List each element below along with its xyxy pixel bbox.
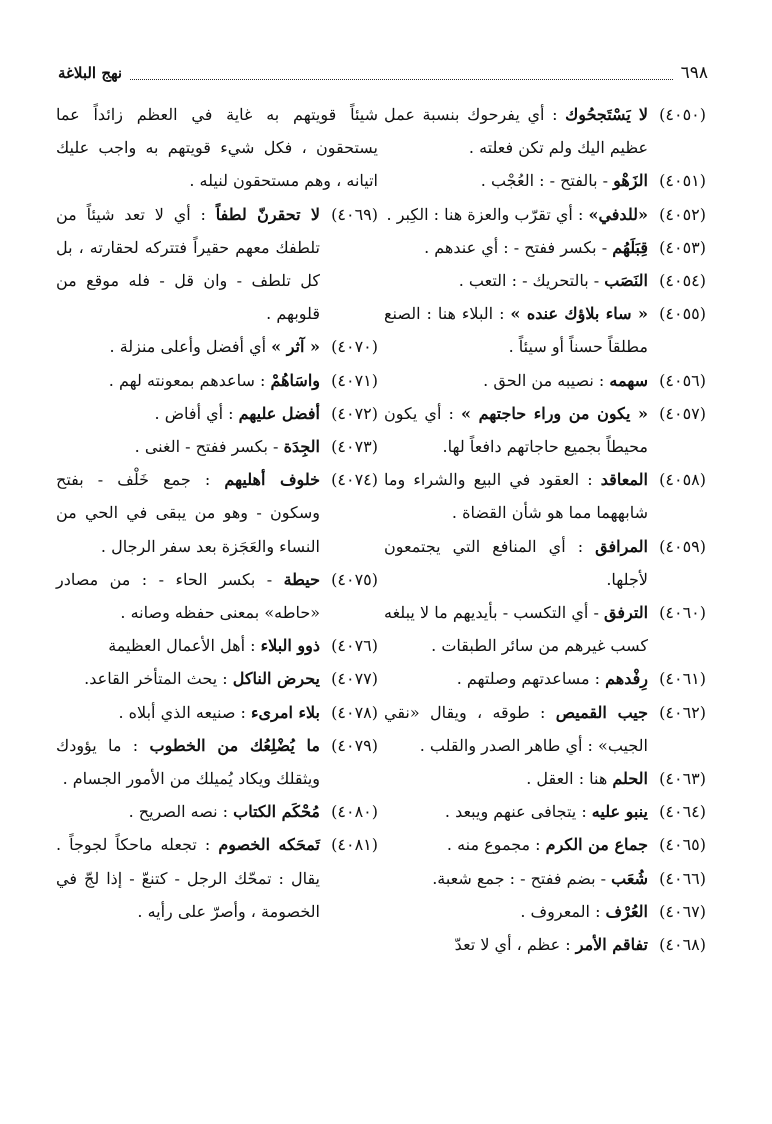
footnote-term: واسَاهُمْ: [270, 370, 320, 390]
footnote-term: « ساء بلاؤك عنده »: [510, 304, 649, 324]
right-column: [384, 98, 706, 961]
footnote-text: : يتجافى عنهم ويبعد .: [444, 802, 587, 822]
footnote-term: « يكون من وراء حاجتهم »: [461, 403, 648, 423]
footnote-term: الجِدَة: [283, 437, 320, 457]
footnote-text: : تجعله ماحكاً لجوجاً . يقال : تمحّك الرجل - كتنعّ - إذا لجّ في الخصومة ، وأصرّ على رأيه .: [56, 835, 320, 921]
footnote-entry: [384, 530, 706, 596]
footnote-entry: [384, 895, 706, 928]
footnote-entry: [384, 397, 706, 463]
footnote-number: (٤٠٥٦): [659, 370, 706, 390]
footnote-number: (٤٠٧٩): [331, 735, 378, 755]
footnote-term: النَصَب: [604, 271, 648, 291]
footnote-entry: [384, 264, 706, 297]
footnote-number: (٤٠٦٤): [659, 802, 706, 822]
footnote-text: : نصه الصريح .: [128, 802, 229, 822]
footnote-text: : أي أفاض .: [154, 403, 234, 423]
footnote-term: شُعَب: [611, 868, 648, 888]
footnote-term: الترفق: [604, 603, 649, 623]
footnote-text: : المعروف .: [520, 901, 601, 921]
footnote-number: (٤٠٧١): [331, 370, 378, 390]
footnote-entry: [56, 629, 378, 662]
left-column: [56, 98, 378, 928]
footnote-number: (٤٠٥٣): [659, 237, 706, 257]
footnote-number: (٤٠٥٧): [659, 403, 706, 423]
footnote-text: هنا : العقل .: [526, 769, 608, 789]
footnote-text: : أي تقرّب والعزة هنا : الكِبر .: [386, 204, 584, 224]
footnote-text: : طوقه ، ويقال «نقي الجيب» : أي طاهر الصدر والقلب .: [384, 702, 648, 755]
footnote-text: : عظم ، أي لا تعدّ: [454, 935, 571, 955]
footnote-text: أي أفضل وأعلى منزلة .: [109, 337, 267, 357]
footnote-term: المرافق: [595, 536, 648, 556]
footnote-term: الزَهْو: [613, 171, 648, 191]
footnote-number: (٤٠٧٦): [331, 636, 378, 656]
footnote-entry: [384, 828, 706, 861]
footnote-term: الحلم: [612, 769, 648, 789]
footnote-term: بلاء امرىء: [251, 702, 320, 722]
footnote-entry: [384, 164, 706, 197]
footnote-entry: [384, 662, 706, 695]
footnote-entry: [384, 98, 706, 164]
footnote-entry: [384, 762, 706, 795]
footnote-entry: [56, 198, 378, 331]
footnote-term: رِفْدهم: [605, 669, 648, 689]
footnote-text: : نصيبه من الحق .: [483, 370, 605, 390]
footnote-number: (٤٠٥١): [659, 171, 706, 191]
footnote-entry: [56, 397, 378, 430]
footnote-entry: [384, 198, 706, 231]
footnote-text: : يحث المتأخر القاعد.: [84, 669, 228, 689]
footnote-number: (٤٠٧٢): [331, 403, 378, 423]
footnote-text: : أي يكون محيطاً بجميع حاجاتهم دافعاً لها.: [384, 403, 648, 457]
footnote-number: (٤٠٥٠): [659, 105, 706, 124]
footnote-term: أفضل عليهم: [238, 403, 320, 423]
footnote-term: يحرض الناكل: [232, 669, 320, 689]
footnote-entry: [384, 364, 706, 397]
footnote-term: المعاقد: [600, 470, 648, 490]
footnote-text: - بضم ففتح - : جمع شعبة.: [432, 868, 607, 888]
footnote-text: : جمع خَلْف - بفتح وسكون - وهو من يبقى في الحي من النساء والعَجَزة بعد سفر الرجال .: [56, 470, 320, 556]
footnote-number: (٤٠٧٣): [331, 437, 378, 457]
footnote-term: « آثر »: [271, 337, 320, 357]
footnote-entry: [384, 928, 706, 961]
footnote-text: : أهل الأعمال العظيمة: [108, 636, 256, 656]
footnote-term: قِبَلَهُم: [612, 237, 648, 257]
footnote-number: (٤٠٦٢): [659, 702, 706, 722]
footnote-text: : ما يؤودك ويثقلك ويكاد يُميلك من الأمور الجسام .: [56, 735, 320, 789]
footnote-text: - بكسر ففتح - الغنى .: [134, 437, 279, 457]
footnote-text: - بالتحريك - : التعب .: [458, 271, 600, 291]
footnote-number: (٤٠٦٧): [659, 901, 706, 921]
footnote-text: : ساعدهم بمعونته لهم .: [108, 370, 266, 390]
footnote-number: (٤٠٨٠): [331, 802, 378, 822]
footnote-term: حيطة: [283, 569, 320, 589]
footnote-text: - بالفتح - : العُجْب .: [480, 171, 609, 191]
page-header: [58, 60, 708, 86]
footnote-entry: [56, 696, 378, 729]
footnote-entry: [384, 463, 706, 529]
footnote-number: (٤٠٥٨): [659, 470, 706, 490]
footnote-number: (٤٠٧٤): [331, 470, 378, 490]
footnote-term: ما يُضْلِعُك من الخطوب: [149, 735, 320, 755]
footnote-term: جيب القميص: [555, 702, 649, 722]
footnote-entry: [56, 364, 378, 397]
footnote-text: : صنيعه الذي أبلاه .: [118, 702, 246, 722]
footnote-number: (٤٠٧٥): [331, 569, 378, 589]
footnote-entry: [56, 828, 378, 928]
footnote-text: - بكسر الحاء - : من مصادر «حاطه» بمعنى حفظه وصانه .: [56, 569, 320, 623]
footnote-term: لا يَسْتَجحُوك: [565, 105, 649, 124]
footnote-entry: [56, 330, 378, 363]
footnote-term: العُرْف: [605, 901, 648, 921]
footnote-text: : مساعدتهم وصلتهم .: [456, 669, 601, 689]
footnote-number: (٤٠٦٦): [659, 868, 706, 888]
footnote-entry: [384, 696, 706, 762]
header-dotted-leader: [130, 67, 672, 80]
footnote-number: (٤٠٧٧): [331, 669, 378, 689]
footnote-entry: [56, 795, 378, 828]
footnote-number: (٤٠٥٤): [659, 271, 706, 291]
footnote-term: مُحْكَم الكتاب: [233, 802, 320, 822]
footnote-term: «للدفي»: [588, 204, 648, 224]
footnote-number: (٤٠٦٨): [659, 935, 706, 955]
footnote-term: خلوف أهليهم: [224, 470, 321, 490]
footnote-number: (٤٠٧٨): [331, 702, 378, 722]
footnote-text: : أي يفرحوك بنسبة عمل عظيم اليك ولم تكن فعلته .: [384, 105, 648, 158]
footnote-entry: [56, 463, 378, 563]
footnote-text: : العقود في البيع والشراء وما شابههما مما هو شأن القضاة .: [384, 470, 648, 523]
footnote-number: (٤٠٦٩): [331, 204, 378, 224]
page-number: ٦٩٨: [680, 63, 708, 83]
footnote-text: - أي التكسب - بأيديهم ما لا يبلغه كسب غيرهم من سائر الطبقات .: [384, 603, 648, 656]
book-title: نهج البلاغة: [58, 64, 123, 82]
footnote-number: (٤٠٦٠): [659, 603, 706, 623]
footnote-term: ينبو عليه: [591, 802, 648, 822]
footnote-term: ذوو البلاء: [260, 636, 320, 656]
footnote-number: (٤٠٦٥): [659, 835, 706, 855]
footnote-text: : أي المنافع التي يجتمعون لأجلها.: [384, 536, 648, 589]
footnote-number: (٤٠٦٣): [659, 769, 706, 789]
footnote-term: تَمحَكه الخصوم: [218, 835, 320, 855]
footnote-entry: [384, 596, 706, 662]
footnote-entry: [384, 862, 706, 895]
footnote-entry: [56, 430, 378, 463]
footnote-text: : أي لا تعد شيئاً من تلطفك معهم حقيراً فتتركه لحقارته ، بل كل تلطف - وان قل - فله موقع من قلوبهم .: [56, 204, 320, 324]
footnote-entry: [56, 563, 378, 629]
footnote-term: سهمه: [609, 370, 648, 390]
footnote-entry: [56, 662, 378, 695]
footnote-number: (٤٠٥٥): [659, 304, 706, 324]
footnote-entry: [384, 297, 706, 363]
footnote-number: (٤٠٥٢): [659, 204, 706, 224]
footnote-number: (٤٠٨١): [331, 835, 378, 855]
footnote-term: جماع من الكرم: [545, 835, 648, 855]
footnote-number: (٤٠٦١): [659, 669, 706, 689]
footnote-number: (٤٠٥٩): [659, 536, 706, 556]
footnote-number: (٤٠٧٠): [331, 337, 378, 357]
footnote-term: لا تحقرنّ لطفاً: [215, 204, 320, 224]
footnote-text: : البلاء هنا : الصنع مطلقاً حسناً أو سيئاً .: [384, 304, 648, 357]
footnote-text: - بكسر ففتح - : أي عندهم .: [424, 237, 608, 257]
footnote-text: : مجموع منه .: [446, 835, 541, 855]
footnote-entry: [384, 231, 706, 264]
footnote-continuation: شيئاً قويتهم به غاية في العظم زائداً عما يستحقون ، فكل شيء قويتهم به واجب عليك اتيانه ، وهم مستحقون لنيله .: [56, 105, 378, 191]
footnote-entry: [56, 729, 378, 795]
footnote-entry: [384, 795, 706, 828]
footnote-term: تفاقم الأمر: [575, 935, 648, 955]
